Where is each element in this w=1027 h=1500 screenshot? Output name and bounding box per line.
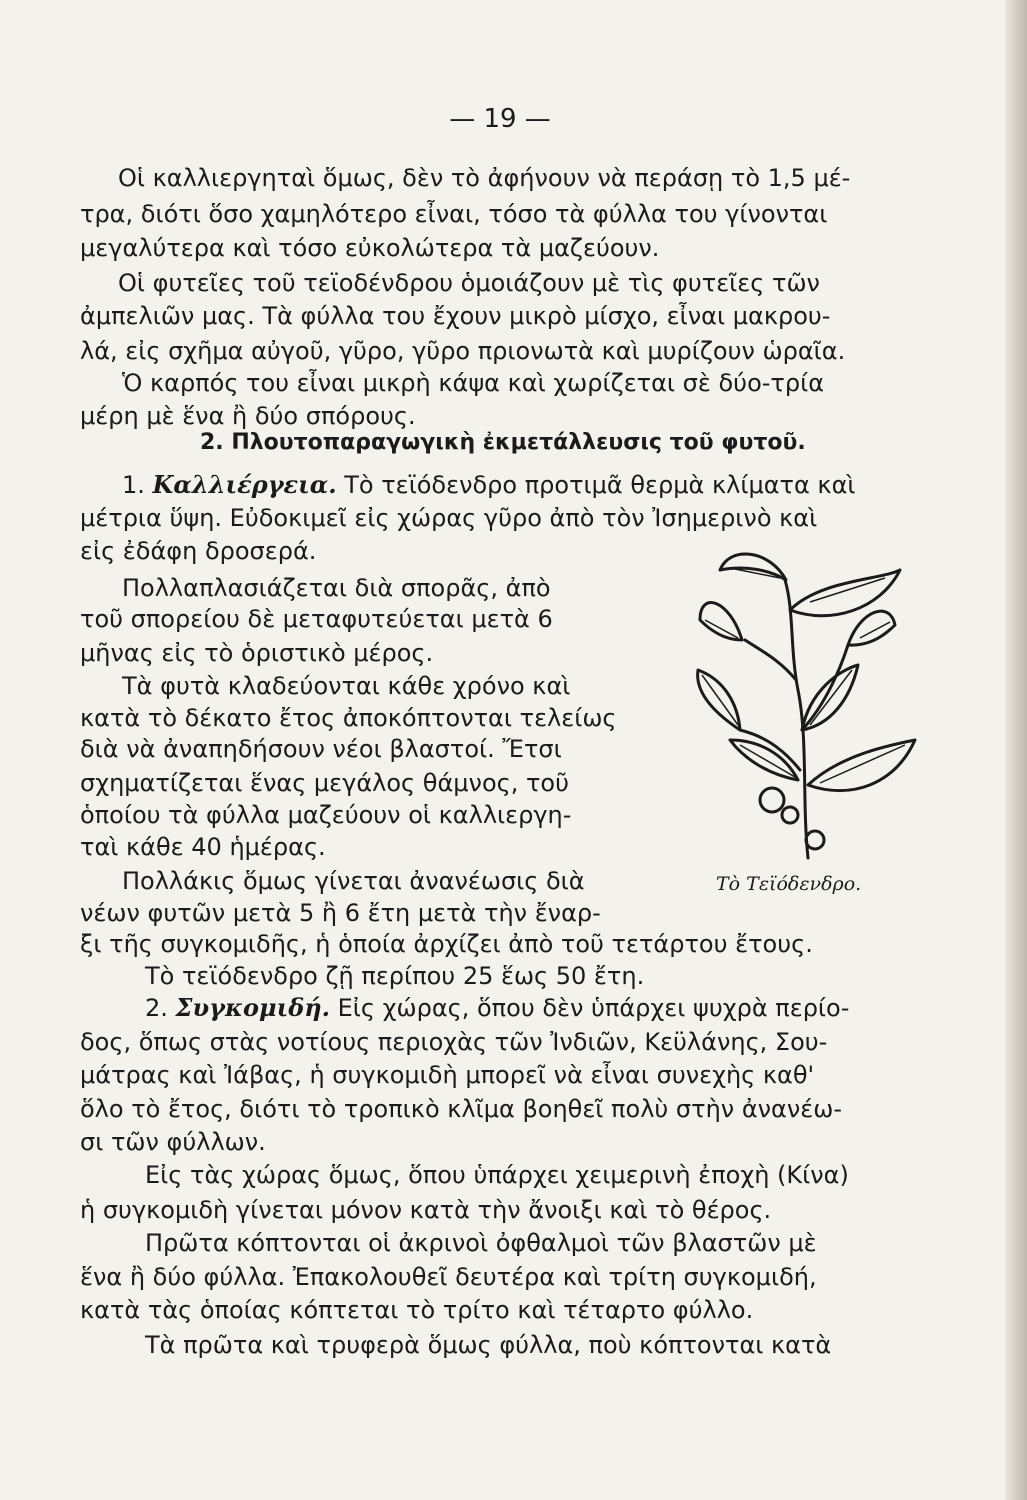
text-line: λά, εἰς σχῆμα αὐγοῦ, γῦρο, γῦρο πριονωτὰ καὶ μυρίζουν ὡραῖα. (80, 337, 846, 365)
text-line: διὰ νὰ ἀναπηδήσουν νέοι βλαστοί. Ἔτσι (80, 735, 562, 763)
section-2-first-line (145, 993, 849, 1023)
text-line: Ὁ καρπός του εἶναι μικρὴ κάψα καὶ χωρίζεται σὲ δύο-τρία (122, 369, 825, 397)
text-line: Τὰ φυτὰ κλαδεύονται κάθε χρόνο καὶ (122, 672, 571, 700)
text-line: τρα, διότι ὅσο χαμηλότερο εἶναι, τόσο τὰ φύλλα του γίνονται (80, 200, 828, 228)
section-1-first-line (122, 470, 856, 500)
text-line: Οἱ καλλιεργηταὶ ὅμως, δὲν τὸ ἀφήνουν νὰ περάσῃ τὸ 1,5 μέ- (118, 164, 851, 192)
text-line: Οἱ φυτεῖες τοῦ τεϊοδένδρου ὁμοιάζουν μὲ τὶς φυτεῖες τῶν (118, 269, 820, 297)
section-2-number: 2. (145, 994, 168, 1022)
tea-plant-illustration-icon (690, 540, 920, 870)
text-line: Εἰς τὰς χώρας ὅμως, ὅπου ὑπάρχει χειμερινὴ ἐποχὴ (Κίνα) (145, 1161, 849, 1189)
text-line: Πρῶτα κόπτονται οἱ ἀκρινοὶ ὀφθαλμοὶ τῶν βλαστῶν μὲ (145, 1229, 817, 1257)
section-heading: 2. Πλουτοπαραγωγικὴ ἐκμετάλλευσις τοῦ φυτοῦ. (200, 430, 806, 455)
page-number: — 19 — (449, 104, 551, 134)
text-line: μῆνας εἰς τὸ ὁριστικὸ μέρος. (80, 639, 434, 667)
text-line: ταὶ κάθε 40 ἡμέρας. (80, 833, 326, 861)
text-line: ἡ συγκομιδὴ γίνεται μόνον κατὰ τὴν ἄνοιξι καὶ τὸ θέρος. (80, 1196, 772, 1224)
section-1-number: 1. (122, 471, 145, 499)
text-line: Τὰ πρῶτα καὶ τρυφερὰ ὅμως φύλλα, ποὺ κόπτονται κατὰ (145, 1331, 832, 1359)
page-edge-shadow (1005, 0, 1027, 1500)
text-line: δος, ὅπως στὰς νοτίους περιοχὰς τῶν Ἰνδιῶν, Κεϋλάνης, Σου- (80, 1028, 828, 1056)
section-1-text: Τὸ τεϊόδενδρο προτιμᾶ θερμὰ κλίματα καὶ (344, 471, 856, 499)
text-line: Τὸ τεϊόδενδρο ζῇ περίπου 25 ἕως 50 ἔτη. (145, 962, 645, 990)
text-line: Πολλαπλασιάζεται διὰ σπορᾶς, ἀπὸ (122, 574, 551, 602)
text-line: μέρη μὲ ἕνα ἢ δύο σπόρους. (80, 402, 416, 430)
text-line: νέων φυτῶν μετὰ 5 ἢ 6 ἔτη μετὰ τὴν ἔναρ- (80, 899, 601, 927)
text-line: σχηματίζεται ἕνας μεγάλος θάμνος, τοῦ (80, 769, 569, 797)
text-line: ἀμπελιῶν μας. Τὰ φύλλα του ἔχουν μικρὸ μίσχο, εἶναι μακρου- (80, 302, 831, 330)
text-line: ὁποίου τὰ φύλλα μαζεύουν οἱ καλλιεργη- (80, 801, 572, 829)
figure-caption: Τὸ Τεϊόδενδρο. (716, 873, 862, 895)
text-line: εἰς ἐδάφη δροσερά. (80, 537, 317, 565)
section-2-text: Εἰς χώρας, ὅπου δὲν ὑπάρχει ψυχρὰ περίο- (337, 994, 850, 1022)
text-line: ξι τῆς συγκομιδῆς, ἡ ὁποία ἀρχίζει ἀπὸ τοῦ τετάρτου ἔτους. (80, 930, 813, 958)
text-line: τοῦ σπορείου δὲ μεταφυτεύεται μετὰ 6 (80, 605, 553, 633)
section-2-title: Συγκομιδή. (175, 993, 330, 1022)
text-line: ὅλο τὸ ἔτος, διότι τὸ τροπικὸ κλῖμα βοηθεῖ πολὺ στὴν ἀνανέω- (80, 1095, 842, 1123)
section-1-title: Καλλιέργεια. (152, 470, 337, 499)
text-line: μέτρια ὕψη. Εὐδοκιμεῖ εἰς χώρας γῦρο ἀπὸ τὸν Ἰσημερινὸ καὶ (80, 504, 818, 532)
text-line: σι τῶν φύλλων. (80, 1128, 266, 1156)
text-line: Πολλάκις ὅμως γίνεται ἀνανέωσις διὰ (122, 867, 585, 895)
text-line: κατὰ τὸ δέκατο ἔτος ἀποκόπτονται τελείως (80, 704, 617, 732)
text-line: μεγαλύτερα καὶ τόσο εὐκολώτερα τὰ μαζεύουν. (80, 234, 660, 262)
text-line: ἕνα ἢ δύο φύλλα. Ἐπακολουθεῖ δευτέρα καὶ τρίτη συγκομιδή, (80, 1263, 817, 1291)
text-line: κατὰ τὰς ὁποίας κόπτεται τὸ τρίτο καὶ τέταρτο φύλλο. (80, 1296, 754, 1324)
text-line: μάτρας καὶ Ἰάβας, ἡ συγκομιδὴ μπορεῖ νὰ εἶναι συνεχὴς καθ' (80, 1061, 815, 1089)
